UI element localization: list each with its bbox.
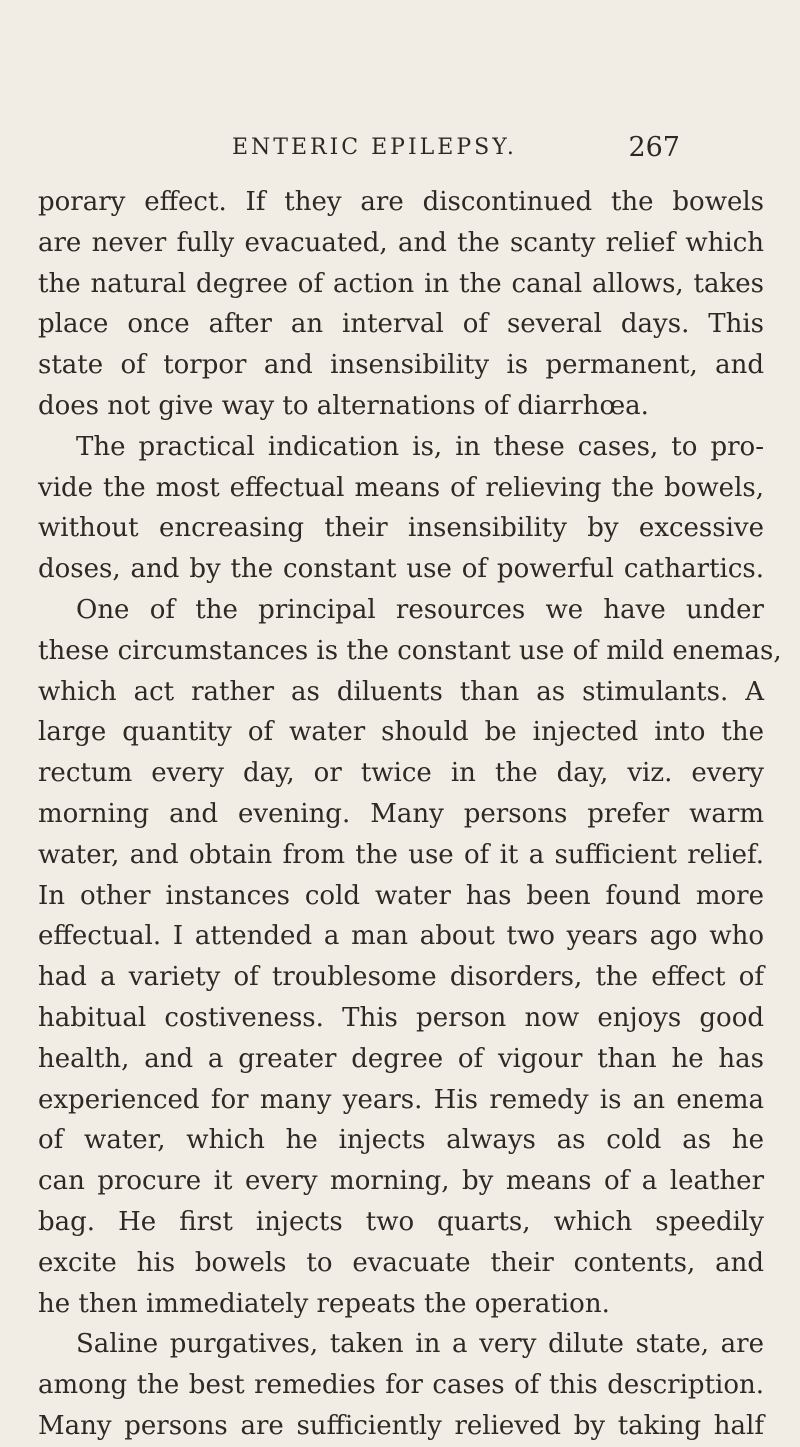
text-line: water, and obtain from the use of it a sufficient relief. [38, 839, 764, 870]
text-line: Many persons are sufficiently relieved by taking half [38, 1410, 764, 1441]
text-line: health, and a greater degree of vigour than he has [38, 1043, 764, 1074]
text-line: effectual. I attended a man about two years ago who [38, 921, 764, 952]
text-line: In other instances cold water has been found more [38, 880, 764, 911]
text-line: does not give way to alternations of diarrhœa. [38, 390, 649, 421]
text-line: vide the most effectual means of relieving the bowels, [38, 472, 764, 503]
text-line: he then immediately repeats the operation. [38, 1288, 610, 1319]
text-line: are never fully evacuated, and the scanty relief which [38, 227, 764, 258]
text-line: can procure it every morning, by means of a leather [38, 1166, 764, 1197]
body-text [38, 182, 782, 1447]
text-line: The practical indication is, in these cases, to pro- [76, 431, 764, 462]
text-line: had a variety of troublesome disorders, the effect of [38, 962, 764, 993]
text-line: morning and evening. Many persons prefer warm [38, 798, 764, 829]
text-line: rectum every day, or twice in the day, viz. every [38, 758, 764, 789]
text-line: the natural degree of action in the canal allows, takes [38, 268, 764, 299]
text-line: without encreasing their insensibility by excessive [38, 513, 764, 544]
running-head [232, 132, 680, 167]
running-title: ENTERIC EPILEPSY. [232, 135, 517, 160]
text-line: among the best remedies for cases of this description. [38, 1370, 764, 1401]
text-line: of water, which he injects always as cold as he [38, 1125, 764, 1156]
text-line: state of torpor and insensibility is permanent, and [38, 350, 764, 381]
text-line: excite his bowels to evacuate their contents, and [38, 1247, 764, 1278]
text-line: porary effect. If they are discontinued the bowels [38, 187, 764, 217]
text-line: doses, and by the constant use of powerful cathartics. [38, 554, 764, 585]
page-number: 267 [628, 132, 680, 163]
text-line: habitual costiveness. This person now enjoys good [38, 1002, 764, 1033]
text-line: bag. He first injects two quarts, which speedily [38, 1206, 764, 1237]
text-line: Saline purgatives, taken in a very dilute state, are [76, 1329, 764, 1360]
text-line: these circumstances is the constant use of mild enemas, [38, 635, 782, 666]
text-line: large quantity of water should be injected into the [38, 717, 764, 748]
text-line: which act rather as diluents than as stimulants. A [38, 676, 764, 707]
text-line: experienced for many years. His remedy is an enema [38, 1084, 764, 1115]
text-line: One of the principal resources we have under [76, 594, 764, 625]
text-line: place once after an interval of several days. This [38, 309, 764, 340]
